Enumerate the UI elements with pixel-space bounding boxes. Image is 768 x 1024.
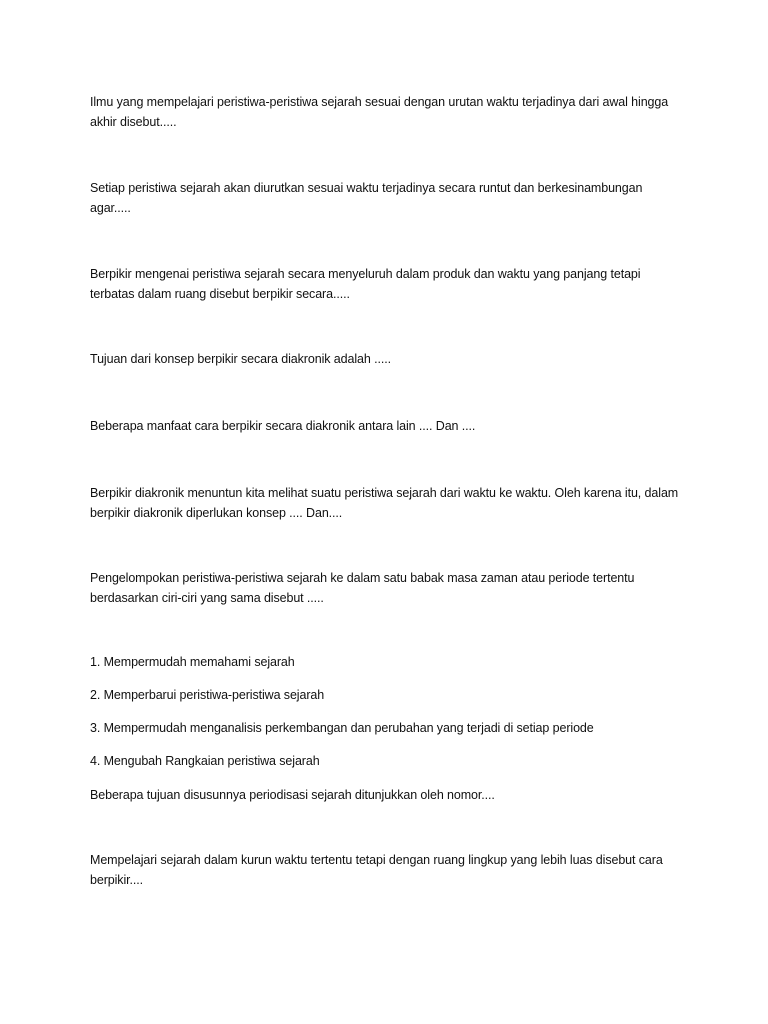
question-6: Berpikir diakronik menuntun kita melihat suatu peristiwa sejarah dari waktu ke waktu. Oleh karena itu, dalam berpikir diakronik diperlukan konsep .... Dan.... xyxy=(90,486,679,520)
question-4: Tujuan dari konsep berpikir secara diakronik adalah ..... xyxy=(90,352,391,366)
question-3: Berpikir mengenai peristiwa sejarah secara menyeluruh dalam produk dan waktu yang panjang tetapi terbatas dalam ruang disebut berpikir secara..... xyxy=(90,267,641,301)
question-1: Ilmu yang mempelajari peristiwa-peristiwa sejarah sesuai dengan urutan waktu terjadinya dari awal hingga akhir disebut..... xyxy=(90,95,669,129)
question-last: Mempelajari sejarah dalam kurun waktu tertentu tetapi dengan ruang lingkup yang lebih luas disebut cara berpikir.... xyxy=(90,853,663,887)
list-item-2: 2. Memperbarui peristiwa-peristiwa sejarah xyxy=(90,688,325,702)
list-item-3: 3. Mempermudah menganalisis perkembangan dan perubahan yang terjadi di setiap periode xyxy=(90,721,594,735)
question-5: Beberapa manfaat cara berpikir secara diakronik antara lain .... Dan .... xyxy=(90,419,476,433)
question-2: Setiap peristiwa sejarah akan diurutkan sesuai waktu terjadinya secara runtut dan berkesinambungan agar..... xyxy=(90,181,643,215)
list-question: Beberapa tujuan disusunnya periodisasi sejarah ditunjukkan oleh nomor.... xyxy=(90,788,495,802)
list-item-1: 1. Mempermudah memahami sejarah xyxy=(90,655,295,669)
question-7: Pengelompokan peristiwa-peristiwa sejarah ke dalam satu babak masa zaman atau periode tertentu berdasarkan ciri-ciri yang sama disebut ..... xyxy=(90,571,635,605)
list-item-4: 4. Mengubah Rangkaian peristiwa sejarah xyxy=(90,754,320,768)
